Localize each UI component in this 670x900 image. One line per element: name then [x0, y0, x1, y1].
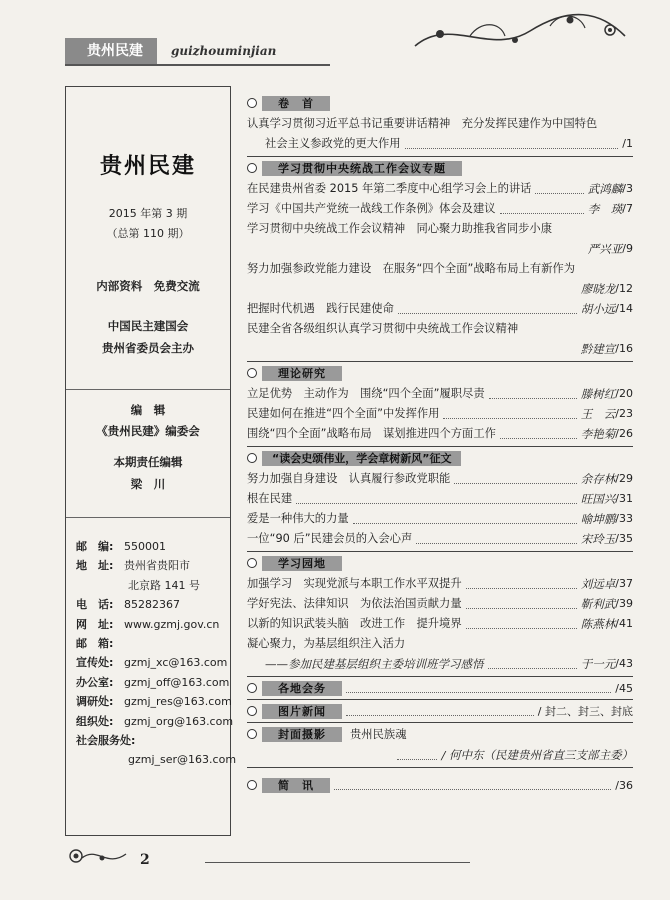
editor-value: 《贵州民建》编委会 — [96, 424, 200, 438]
section-page: / 封二、封三、封底 — [537, 705, 633, 718]
issue-number: 2015 年第 3 期 — [108, 207, 188, 220]
entry-author: 李艳菊 — [580, 427, 616, 441]
section-label: 卷 首 — [262, 96, 330, 111]
contact-info — [76, 537, 237, 770]
entry-page: /39 — [615, 597, 633, 610]
email-label: 邮 箱: — [76, 637, 114, 651]
section-label: 理论研究 — [262, 366, 342, 381]
section-divider — [247, 551, 633, 552]
section-label: 封面摄影 — [262, 727, 342, 742]
entry-author: 宋玲玉 — [580, 532, 616, 546]
toc-entry[interactable] — [247, 634, 633, 674]
entry-author: 刘远卓 — [580, 577, 616, 591]
dot-leader — [353, 514, 577, 524]
flower-ornament-icon — [62, 842, 130, 870]
postcode-label: 邮 编: — [76, 540, 114, 553]
section-page: /45 — [615, 681, 633, 695]
dot-leader — [535, 184, 583, 194]
toc-entry[interactable] — [247, 384, 633, 404]
entry-page: /35 — [615, 532, 633, 545]
entry-title: 根在民建 — [247, 492, 293, 505]
dot-leader — [500, 429, 577, 439]
responsible-editor-value: 梁 川 — [130, 477, 166, 491]
toc-entry[interactable] — [247, 745, 633, 765]
entry-author: 严兴亚 — [587, 242, 623, 256]
header-pinyin: guizhouminjian — [171, 44, 277, 58]
entry-title: 凝心聚力，为基层组织注入活力 — [247, 637, 406, 650]
section-divider — [247, 699, 633, 700]
dot-leader — [346, 707, 534, 716]
entry-page: /12 — [615, 282, 633, 295]
bullet-circle-icon — [247, 706, 257, 716]
entry-author: 武鸿麟 — [587, 182, 623, 196]
phone-label: 电 话: — [76, 598, 114, 612]
dot-leader — [251, 285, 577, 294]
entry-page: /43 — [615, 657, 633, 670]
entry-title: 认真学习贯彻习近平总书记重要讲话精神 充分发挥民建作为中国特色 — [247, 117, 598, 130]
magazine-title: 贵州民建 — [99, 154, 196, 179]
entry-page: /33 — [615, 512, 633, 525]
floral-ornament-icon — [410, 6, 630, 56]
entry-title: 学习贯彻中央统战工作会议精神 同心聚力助推我省同步小康 — [247, 222, 553, 235]
magazine-header — [65, 38, 330, 64]
section-label: 学习园地 — [262, 556, 342, 571]
entry-author: 旺国兴 — [580, 492, 616, 506]
footer-divider — [205, 862, 470, 863]
toc-entry[interactable] — [247, 404, 633, 424]
entry-title: 把握时代机遇 践行民建使命 — [247, 302, 394, 315]
email-value: gzmj_xc@163.com — [124, 656, 228, 670]
section-label: “读会史颂伟业，学会章树新风”征文 — [262, 451, 461, 466]
dot-leader — [416, 534, 577, 544]
masthead-sidebar — [65, 86, 237, 836]
section-header — [247, 159, 633, 177]
dot-leader — [466, 619, 577, 629]
email-value: gzmj_res@163.com — [124, 695, 232, 709]
phone-value: 85282367 — [124, 598, 180, 612]
toc-entry[interactable] — [247, 594, 633, 614]
toc-entry[interactable] — [247, 319, 633, 359]
header-divider — [65, 64, 330, 66]
dot-leader — [454, 474, 576, 484]
entry-author: 胡小远 — [580, 302, 616, 316]
section-divider — [247, 156, 633, 157]
service-email-label: 社会服务处: — [76, 734, 136, 748]
dot-leader — [443, 409, 576, 419]
entry-author: 靳利武 — [580, 597, 616, 611]
email-dept-label: 组织处: — [76, 714, 114, 728]
entry-title: 爱是一种伟大的力量 — [247, 512, 349, 525]
address-line2: 北京路 141 号 — [128, 578, 200, 592]
entry-page: /41 — [615, 617, 633, 630]
toc-entry[interactable] — [247, 424, 633, 444]
email-dept-label: 办公室: — [76, 675, 114, 689]
bullet-circle-icon — [247, 163, 257, 173]
service-email-value: gzmj_ser@163.com — [128, 753, 237, 767]
address-line1: 贵州省贵阳市 — [124, 559, 190, 573]
email-dept-label: 宣传处: — [76, 656, 114, 670]
section-divider — [247, 767, 633, 768]
section-label: 图片新闻 — [262, 704, 342, 719]
section-header[interactable] — [247, 702, 633, 720]
entry-title: 在民建贵州省委 2015 年第二季度中心组学习会上的讲话 — [247, 182, 532, 195]
entry-page: /20 — [615, 387, 633, 400]
toc-entry[interactable] — [247, 469, 633, 489]
entry-author: 李 瑛 — [587, 202, 623, 216]
bullet-circle-icon — [247, 729, 257, 739]
toc-entry[interactable] — [247, 259, 633, 299]
email-value: gzmj_off@163.com — [124, 675, 230, 689]
dot-leader — [488, 659, 577, 669]
dot-leader — [466, 599, 577, 609]
entry-author: 余存林 — [580, 472, 616, 486]
entry-page: /3 — [622, 182, 633, 195]
entry-author: 廖晓龙 — [580, 282, 616, 296]
bullet-circle-icon — [247, 558, 257, 568]
entry-title: 努力加强参政党能力建设 在服务“四个全面”战略布局上有新作为 — [247, 262, 576, 275]
entry-author: 王 云 — [580, 407, 616, 421]
entry-title: 以新的知识武装头脑 改进工作 提升境界 — [247, 617, 462, 630]
entry-page: /26 — [615, 427, 633, 440]
dot-leader — [500, 204, 584, 214]
bullet-circle-icon — [247, 98, 257, 108]
organizer-line2: 贵州省委员会主办 — [102, 341, 194, 355]
dot-leader — [466, 579, 577, 589]
entry-author: 滕树红 — [580, 387, 616, 401]
section-label: 学习贯彻中央统战工作会议专题 — [262, 161, 462, 176]
section-header[interactable] — [247, 725, 633, 743]
section-header — [247, 364, 633, 382]
entry-author: 喻坤鹏 — [580, 512, 616, 526]
entry-title-cont: 社会主义参政党的更大作用 — [265, 137, 401, 150]
entry-page: /16 — [615, 342, 633, 355]
section-header[interactable] — [247, 776, 633, 794]
email-value: gzmj_org@163.com — [124, 714, 234, 728]
section-extra-title: 贵州民族魂 — [350, 728, 407, 741]
table-of-contents — [247, 94, 633, 796]
dot-leader — [296, 494, 577, 504]
section-divider — [247, 361, 633, 362]
section-divider — [247, 676, 633, 677]
toc-entry[interactable] — [247, 509, 633, 529]
dot-leader — [489, 389, 577, 399]
section-header[interactable] — [247, 679, 633, 697]
postcode-value: 550001 — [124, 540, 166, 553]
section-label: 简 讯 — [262, 778, 330, 793]
entry-title: 立足优势 主动作为 围绕“四个全面”履职尽责 — [247, 387, 485, 400]
entry-page: /29 — [615, 472, 633, 485]
dot-leader — [346, 684, 611, 693]
bullet-circle-icon — [247, 683, 257, 693]
cover-photographer: / 何中东（民建贵州省直三支部主委） — [441, 748, 633, 762]
dot-leader — [251, 245, 584, 254]
entry-page: /23 — [615, 407, 633, 420]
entry-title: 民建全省各级组织认真学习贯彻中央统战工作会议精神 — [247, 322, 519, 335]
section-divider — [247, 722, 633, 723]
bullet-circle-icon — [247, 780, 257, 790]
toc-entry[interactable] — [247, 114, 633, 154]
total-issue: （总第 110 期） — [106, 227, 190, 240]
dot-leader — [334, 781, 611, 790]
email-dept-label: 调研处: — [76, 695, 114, 709]
dot-leader — [397, 750, 437, 760]
entry-title: 一位“90 后”民建会员的入会心声 — [247, 532, 413, 545]
toc-entry[interactable] — [247, 529, 633, 549]
toc-entry[interactable] — [247, 179, 633, 199]
entry-title: 学习《中国共产党统一战线工作条例》体会及建议 — [247, 202, 496, 215]
entry-page: /37 — [615, 577, 633, 590]
address-label: 地 址: — [76, 559, 114, 573]
editor-label: 编 辑 — [130, 403, 166, 417]
entry-page: /9 — [622, 242, 633, 255]
entry-page: /31 — [615, 492, 633, 505]
toc-entry[interactable] — [247, 219, 633, 259]
toc-entry[interactable] — [247, 299, 633, 319]
dot-leader — [405, 139, 619, 149]
bullet-circle-icon — [247, 453, 257, 463]
sidebar-divider — [66, 389, 230, 390]
entry-title: 学好宪法、法律知识 为依法治国贡献力量 — [247, 597, 462, 610]
website-value: www.gzmj.gov.cn — [124, 617, 220, 631]
bullet-circle-icon — [247, 368, 257, 378]
entry-page: /7 — [622, 202, 633, 215]
dot-leader — [251, 345, 577, 354]
responsible-editor-label: 本期责任编辑 — [113, 455, 183, 469]
section-header — [247, 449, 633, 467]
entry-author: 陈燕林 — [580, 617, 616, 631]
sidebar-divider — [66, 517, 230, 518]
entry-author: 黔建宣 — [580, 342, 616, 356]
organizer-line1: 中国民主建国会 — [107, 319, 189, 333]
section-label: 各地会务 — [262, 681, 342, 696]
dot-leader — [398, 304, 577, 314]
website-label: 网 址: — [76, 617, 114, 631]
entry-title: 努力加强自身建设 认真履行参政党职能 — [247, 472, 451, 485]
distribution-note: 内部资料 免费交流 — [96, 279, 200, 293]
toc-entry[interactable] — [247, 199, 633, 219]
section-page: /36 — [615, 778, 633, 792]
page-number: 2 — [140, 852, 150, 868]
entry-page: /14 — [615, 302, 633, 315]
entry-title: 加强学习 实现党派与本职工作水平双提升 — [247, 577, 462, 590]
header-title: 贵州民建 — [65, 38, 157, 64]
toc-entry[interactable] — [247, 489, 633, 509]
toc-entry[interactable] — [247, 614, 633, 634]
section-header — [247, 94, 633, 112]
section-divider — [247, 446, 633, 447]
entry-page: /1 — [622, 137, 633, 150]
section-header — [247, 554, 633, 572]
entry-author: 于一元 — [580, 657, 616, 671]
entry-title: 民建如何在推进“四个全面”中发挥作用 — [247, 407, 440, 420]
entry-title: 围绕“四个全面”战略布局 谋划推进四个方面工作 — [247, 427, 496, 440]
entry-subtitle: ——参加民建基层组织主委培训班学习感悟 — [265, 657, 484, 671]
toc-entry[interactable] — [247, 574, 633, 594]
